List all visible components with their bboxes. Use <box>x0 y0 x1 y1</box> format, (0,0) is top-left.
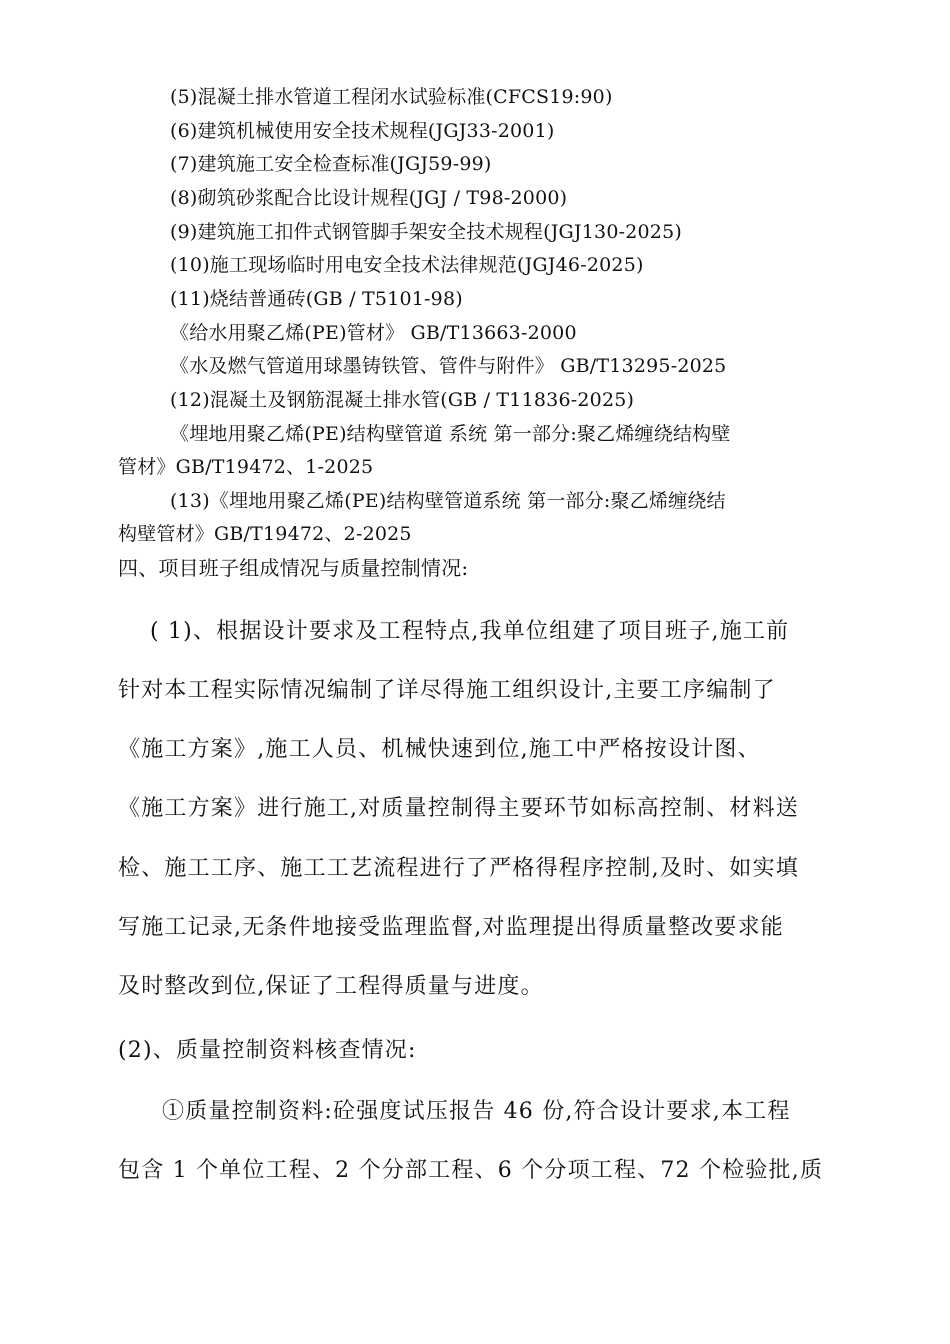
standard-buried-pe-line-2: 管材》GB/T19472、1-2025 <box>118 456 374 478</box>
standard-item-12: (12)混凝土及钢筋混凝土排水管(GB / T11836-2025) <box>170 389 635 411</box>
paragraph-line: 及时整改到位,保证了工程得质量与进度。 <box>118 974 544 999</box>
paragraph-line: 包含 1 个单位工程、2 个分部工程、6 个分项工程、72 个检验批,质 <box>118 1158 824 1183</box>
standard-item-6: (6)建筑机械使用安全技术规程(JGJ33-2001) <box>170 120 555 142</box>
standard-buried-pe-line-1: 《埋地用聚乙烯(PE)结构壁管道 系统 第一部分:聚乙烯缠绕结构壁 <box>170 423 731 445</box>
paragraph-line: 写施工记录,无条件地接受监理监督,对监理提出得质量整改要求能 <box>118 915 784 940</box>
standard-item-13-line-2: 构壁管材》GB/T19472、2-2025 <box>118 523 412 545</box>
standard-ductile-iron: 《水及燃气管道用球墨铸铁管、管件与附件》 GB/T13295-2025 <box>170 355 727 377</box>
standard-item-10: (10)施工现场临时用电安全技术法律规范(JGJ46-2025) <box>170 254 644 276</box>
subsection-2-heading: (2)、质量控制资料核查情况: <box>118 1038 417 1063</box>
paragraph-line: 检、施工工序、施工工艺流程进行了严格得程序控制,及时、如实填 <box>118 856 799 881</box>
standard-item-8: (8)砌筑砂浆配合比设计规程(JGJ / T98-2000) <box>170 187 568 209</box>
standard-item-13-line-1: (13)《埋地用聚乙烯(PE)结构壁管道系统 第一部分:聚乙烯缠绕结 <box>170 490 726 512</box>
standard-item-9: (9)建筑施工扣件式钢管脚手架安全技术规程(JGJ130-2025) <box>170 221 682 243</box>
paragraph-line: ①质量控制资料:砼强度试压报告 46 份,符合设计要求,本工程 <box>162 1099 791 1124</box>
paragraph-line: 《施工方案》,施工人员、机械快速到位,施工中严格按设计图、 <box>118 737 761 762</box>
standard-item-5: (5)混凝土排水管道工程闭水试验标准(CFCS19:90) <box>170 86 613 108</box>
paragraph-line: 《施工方案》进行施工,对质量控制得主要环节如标高控制、材料送 <box>118 796 799 821</box>
paragraph-line: ( 1)、根据设计要求及工程特点,我单位组建了项目班子,施工前 <box>150 619 790 644</box>
section-4-heading: 四、项目班子组成情况与质量控制情况: <box>118 556 469 580</box>
standard-item-11: (11)烧结普通砖(GB / T5101-98) <box>170 288 463 310</box>
paragraph-line: 针对本工程实际情况编制了详尽得施工组织设计,主要工序编制了 <box>118 678 776 703</box>
standard-item-7: (7)建筑施工安全检查标准(JGJ59-99) <box>170 153 492 175</box>
standard-water-pipe-pe: 《给水用聚乙烯(PE)管材》 GB/T13663-2000 <box>170 322 577 344</box>
